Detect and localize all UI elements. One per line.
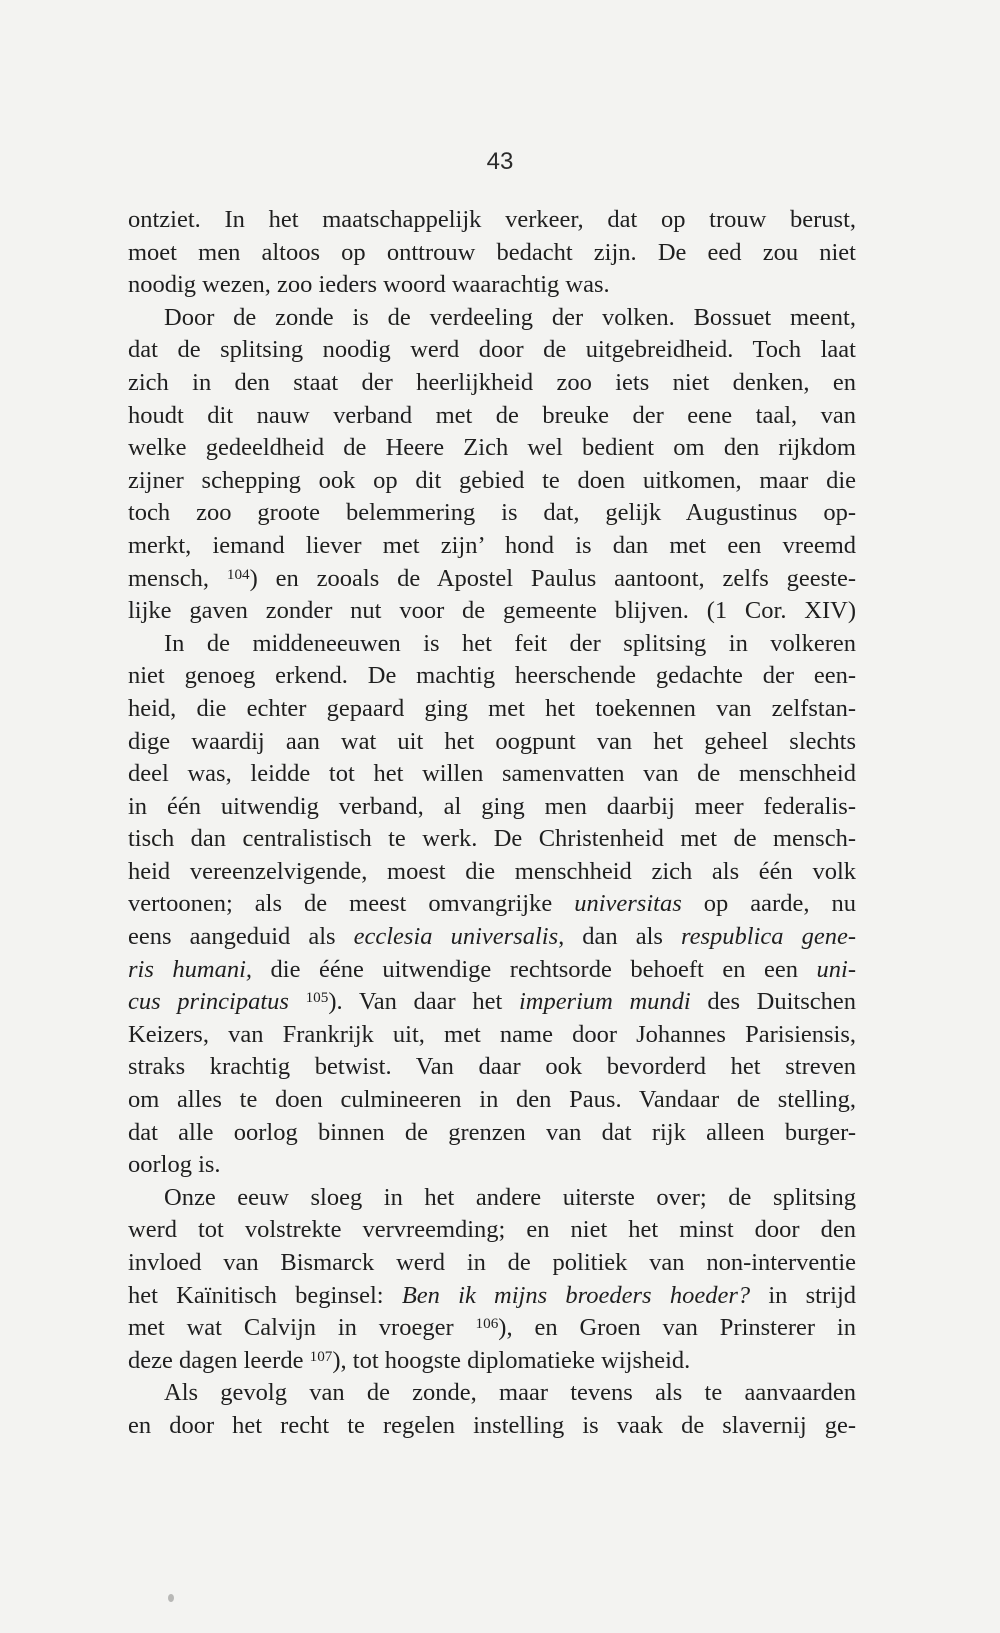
italic-text: universitas [574,890,682,918]
text-segment: ), en Groen van Prinsterer in [498,1314,856,1342]
text-segment: deel was, leidde tot het willen samenvatten van de menschheid [128,760,856,788]
text-segment: mensch, [128,564,227,592]
text-segment: invloed van Bismarck werd in de politiek van non-interventie [128,1249,856,1276]
paper-speck [168,1594,174,1602]
text-line [128,1345,856,1378]
text-line [128,334,856,367]
text-segment: en door het recht te regelen instelling is vaak de slavernij ge- [128,1411,856,1439]
text-segment: welke gedeeldheid de Heere Zich wel bedient om den rijkdom [128,434,856,462]
text-line [128,1377,856,1410]
text-segment: dige waardij aan wat uit het oogpunt van het geheel slechts [128,727,856,755]
text-segment: Door de zonde is de verdeeling der volken. Bossuet meent, [164,303,856,331]
text-segment: dat alle oorlog binnen de grenzen van dat rijk alleen burger- [128,1118,856,1146]
text-line [128,237,856,270]
text-line [128,465,856,498]
text-line [128,1117,856,1150]
text-segment: oorlog is. [128,1151,221,1179]
text-line [128,367,856,400]
text-segment: ontziet. In het maatschappelijk verkeer, dat op trouw berust, [128,206,856,233]
text-segment: het Kaïnitisch beginsel: [128,1281,402,1309]
text-segment: werd tot volstrekte vervreemding; en niet het minst door den [128,1216,856,1244]
text-segment: In de middeneeuwen is het feit der splitsing in volkeren [164,629,856,657]
text-segment [289,988,306,1015]
text-segment: eens aangeduid als [128,923,354,951]
text-segment: met wat Calvijn in vroeger [128,1314,476,1342]
italic-text: Ben ik mijns broeders hoeder? [401,1281,751,1309]
text-segment: Als gevolg van de zonde, maar tevens als te aanvaarden [164,1379,856,1407]
text-segment: Onze eeuw sloeg in het andere uiterste over; de splitsing [164,1183,856,1211]
text-line [128,726,856,759]
text-segment: deze dagen leerde [128,1346,310,1374]
text-segment: moet men altoos op onttrouw bedacht zijn. De eed zou niet [128,238,856,266]
text-line [128,563,856,596]
text-line [128,497,856,530]
italic-text: respublica gene- [681,923,857,951]
footnote-marker: 107 [309,1347,333,1365]
footnote-marker: 105 [305,989,329,1007]
text-line [128,1410,856,1443]
text-line [128,921,856,954]
text-segment: zich in den staat der heerlijkheid zoo iets niet denken, en [128,368,856,396]
text-segment: ). Van daar het [328,988,519,1016]
text-line [128,888,856,921]
text-line [128,1214,856,1247]
text-line [128,758,856,791]
text-segment: noodig wezen, zoo ieders woord waarachtig was. [128,271,610,299]
italic-text: uni- [816,955,856,983]
text-segment: toch zoo groote belemmering is dat, gelijk Augustinus op- [128,499,856,527]
page-number: 43 [486,148,514,175]
italic-text: ris humani, [128,955,253,983]
text-line [128,204,856,237]
text-segment: die ééne uitwendige rechtsorde behoeft en een [252,955,817,983]
text-line [128,1280,856,1313]
text-line [128,432,856,465]
text-segment: straks krachtig betwist. Van daar ook bevorderd het streven [128,1053,856,1081]
text-segment: in één uitwendig verband, al ging men daarbij meer federalis- [128,792,856,820]
text-line [128,302,856,335]
text-line [128,628,856,661]
text-segment: tisch dan centralistisch te werk. De Christenheid met de mensch- [128,825,856,853]
footnote-marker: 104 [226,565,250,583]
text-segment: lijke gaven zonder nut voor de gemeente blijven. (1 Cor. XIV) [128,597,856,625]
text-line [128,400,856,433]
text-line [128,530,856,563]
body-text [128,204,856,1443]
text-segment: op aarde, nu [681,890,856,918]
text-line [128,269,856,302]
text-line [128,693,856,726]
text-segment: niet genoeg erkend. De machtig heerschende gedachte der een- [128,662,856,690]
text-line [128,660,856,693]
text-line [128,1019,856,1052]
text-line [128,1084,856,1117]
text-line [128,595,856,628]
text-segment: des Duitschen [690,988,857,1016]
text-segment: ) en zooals de Apostel Paulus aantoont, zelfs geeste- [249,564,857,592]
italic-text: cus principatus [128,988,289,1016]
text-segment: dat de splitsing noodig werd door de uitgebreidheid. Toch laat [128,336,856,364]
text-segment: heid, die echter gepaard ging met het toekennen van zelfstan- [128,694,856,722]
text-line [128,1247,856,1280]
text-segment: zijner schepping ook op dit gebied te doen uitkomen, maar die [128,466,856,494]
text-segment: merkt, iemand liever met zijn’ hond is dan met een vreemd [128,531,856,559]
text-segment: houdt dit nauw verband met de breuke der eene taal, van [128,401,856,429]
text-segment: om alles te doen culmineeren in den Paus. Vandaar de stelling, [128,1086,856,1114]
text-segment: heid vereenzelvigende, moest die menschheid zich als één volk [128,857,856,885]
text-line [128,954,856,987]
text-segment: dan als [564,923,682,951]
text-segment: ), tot hoogste diplomatieke wijsheid. [332,1346,691,1374]
text-segment: vertoonen; als de meest omvangrijke [128,890,575,918]
text-line [128,986,856,1019]
italic-text: ecclesia universalis, [353,923,565,951]
text-line [128,1312,856,1345]
text-line [128,856,856,889]
text-line [128,823,856,856]
text-line [128,791,856,824]
italic-text: imperium mundi [518,988,691,1016]
text-segment: Keizers, van Frankrijk uit, met name door Johannes Parisiensis, [128,1020,856,1048]
text-line [128,1149,856,1182]
text-line [128,1182,856,1215]
text-segment: in strijd [750,1281,857,1309]
footnote-marker: 106 [475,1315,499,1333]
text-line [128,1051,856,1084]
